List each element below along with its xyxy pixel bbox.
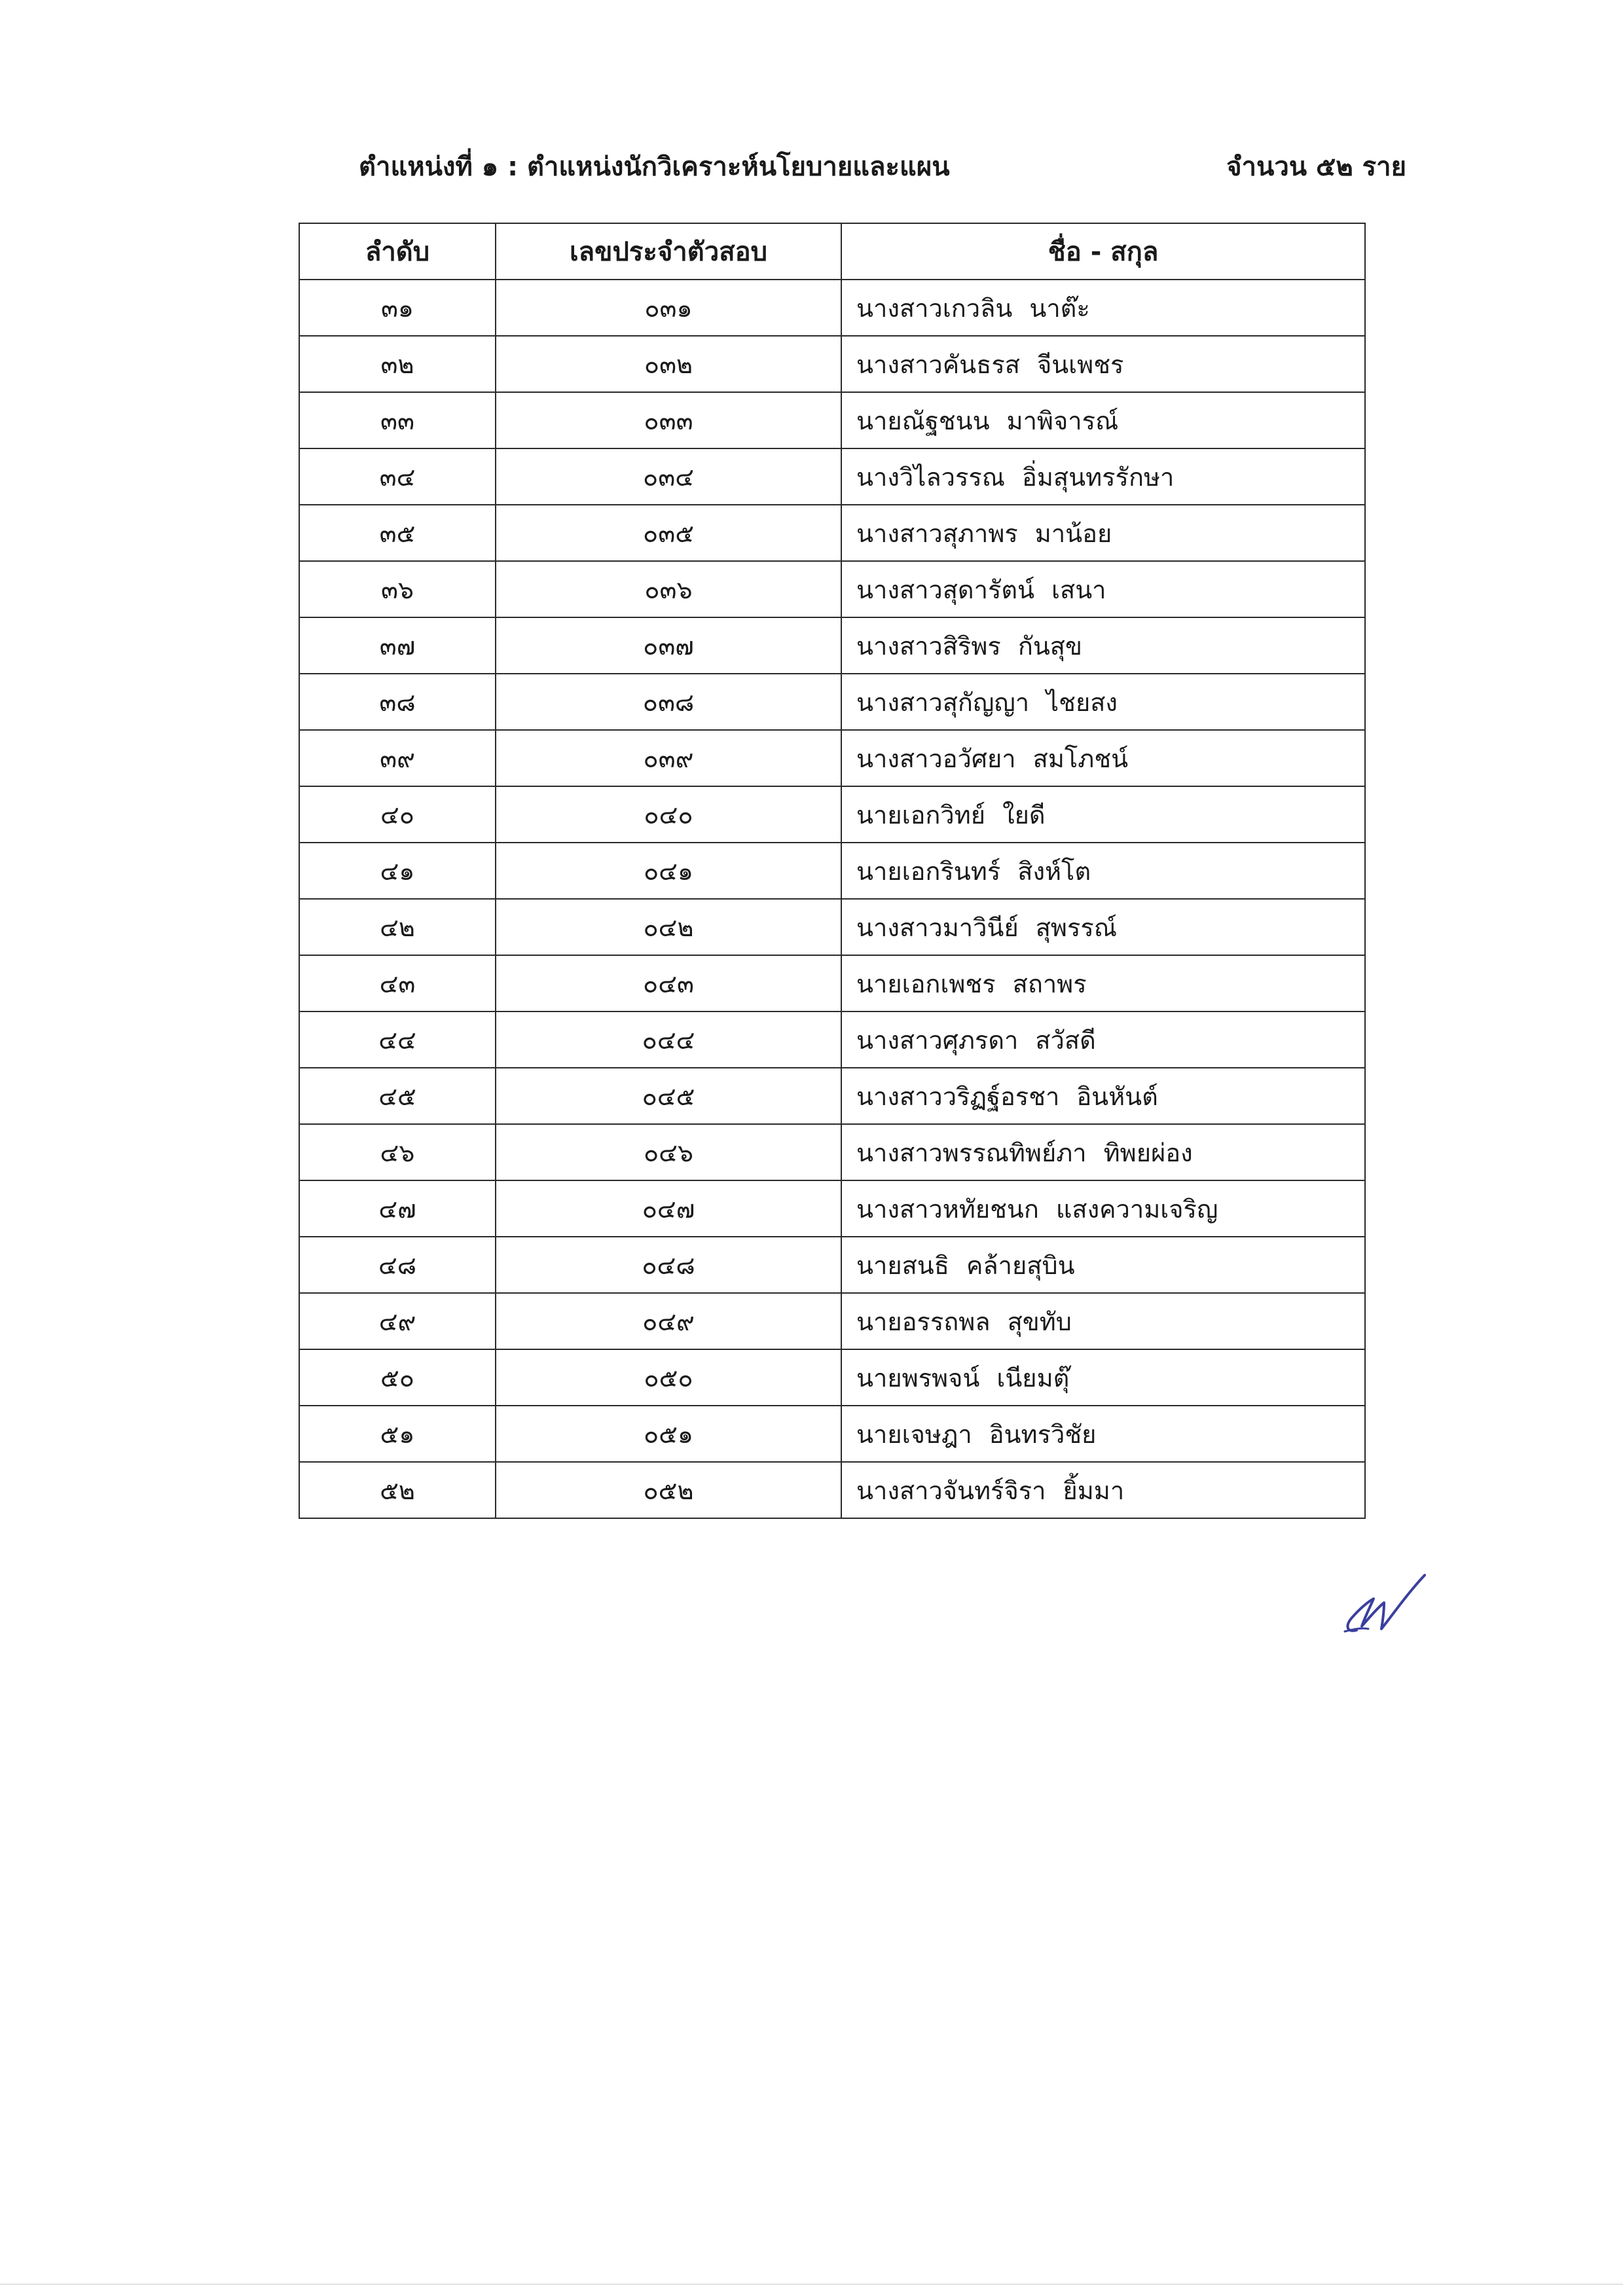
cell-exam-id: ๐๔๖ <box>496 1124 841 1180</box>
table-row <box>299 1462 1365 1518</box>
cell-name <box>841 955 1365 1011</box>
table-row <box>299 899 1365 955</box>
cell-exam-id: ๐๔๑ <box>496 843 841 899</box>
cell-seq: ๕๑ <box>299 1406 496 1462</box>
column-header-name: ชื่อ - สกุล <box>841 223 1365 280</box>
cell-seq: ๓๗ <box>299 617 496 674</box>
cell-exam-id: ๐๓๔ <box>496 448 841 505</box>
table-row <box>299 280 1365 336</box>
cell-exam-id: ๐๕๒ <box>496 1462 841 1518</box>
table-row <box>299 505 1365 561</box>
cell-exam-id: ๐๔๒ <box>496 899 841 955</box>
cell-seq: ๓๒ <box>299 336 496 392</box>
cell-exam-id: ๐๔๙ <box>496 1293 841 1349</box>
first-name: นางสาวสุภาพร <box>856 519 1018 548</box>
first-name: นางสาวสุกัญญา <box>856 687 1030 717</box>
last-name: เนียมตุ๊ <box>996 1363 1070 1393</box>
cell-seq: ๔๐ <box>299 786 496 843</box>
table-row <box>299 955 1365 1011</box>
last-name: ใยดี <box>1002 800 1046 829</box>
cell-name <box>841 1349 1365 1406</box>
cell-name <box>841 674 1365 730</box>
column-header-exam-id: เลขประจำตัวสอบ <box>496 223 841 280</box>
first-name: นางสาวสิริพร <box>856 631 1001 661</box>
cell-name <box>841 899 1365 955</box>
signature-mark <box>1336 1553 1434 1638</box>
last-name: ไชยสง <box>1046 687 1118 717</box>
candidate-count: จำนวน ๕๒ ราย <box>1226 152 1406 182</box>
table-row <box>299 1237 1365 1293</box>
cell-name <box>841 336 1365 392</box>
cell-name <box>841 505 1365 561</box>
cell-exam-id: ๐๓๙ <box>496 730 841 786</box>
table-row <box>299 1406 1365 1462</box>
cell-name <box>841 843 1365 899</box>
cell-exam-id: ๐๔๕ <box>496 1068 841 1124</box>
table-row <box>299 1293 1365 1349</box>
last-name: อินทรวิชัย <box>989 1419 1097 1449</box>
table-row <box>299 1011 1365 1068</box>
cell-exam-id: ๐๓๘ <box>496 674 841 730</box>
cell-name <box>841 1462 1365 1518</box>
first-name: นางสาวสุดารัตน์ <box>856 575 1035 604</box>
cell-exam-id: ๐๔๗ <box>496 1180 841 1237</box>
cell-exam-id: ๐๓๓ <box>496 392 841 448</box>
first-name: นางวิไลวรรณ <box>856 462 1006 492</box>
first-name: นายเอกวิทย์ <box>856 800 986 829</box>
cell-exam-id: ๐๕๑ <box>496 1406 841 1462</box>
cell-seq: ๕๒ <box>299 1462 496 1518</box>
cell-exam-id: ๐๔๘ <box>496 1237 841 1293</box>
table-row <box>299 674 1365 730</box>
cell-exam-id: ๐๔๔ <box>496 1011 841 1068</box>
last-name: สิงห์โต <box>1017 856 1091 886</box>
cell-seq: ๔๖ <box>299 1124 496 1180</box>
last-name: สุขทับ <box>1007 1307 1072 1336</box>
first-name: นางสาวคันธรส <box>856 350 1020 379</box>
cell-name <box>841 1406 1365 1462</box>
last-name: ทิพยผ่อง <box>1103 1138 1193 1167</box>
last-name: สถาพร <box>1012 969 1087 998</box>
cell-name <box>841 617 1365 674</box>
cell-exam-id: ๐๓๕ <box>496 505 841 561</box>
signature-stroke <box>1347 1575 1425 1631</box>
first-name: นางสาวพรรณทิพย์ภา <box>856 1138 1087 1167</box>
candidate-table <box>299 223 1366 1519</box>
table-row <box>299 448 1365 505</box>
page-title: ตำแหน่งที่ ๑ : ตำแหน่งนักวิเคราะห์นโยบายและแผน <box>359 152 950 182</box>
last-name: กันสุข <box>1017 631 1082 661</box>
first-name: นายณัฐชนน <box>856 406 990 435</box>
first-name: นายพรพจน์ <box>856 1363 980 1393</box>
table-row <box>299 1349 1365 1406</box>
last-name: จีนเพชร <box>1036 350 1124 379</box>
cell-exam-id: ๐๔๐ <box>496 786 841 843</box>
table-header-row <box>299 223 1365 280</box>
first-name: นางสาววริฏฐ์อรชา <box>856 1082 1060 1111</box>
table-row <box>299 1068 1365 1124</box>
first-name: นางสาวจันทร์จิรา <box>856 1476 1046 1505</box>
table-row <box>299 392 1365 448</box>
first-name: นางสาวศุภรดา <box>856 1025 1019 1055</box>
cell-seq: ๔๑ <box>299 843 496 899</box>
page-edge-line <box>0 2284 1623 2285</box>
cell-exam-id: ๐๕๐ <box>496 1349 841 1406</box>
table-row <box>299 730 1365 786</box>
cell-seq: ๔๙ <box>299 1293 496 1349</box>
cell-exam-id: ๐๔๓ <box>496 955 841 1011</box>
last-name: แสงความเจริญ <box>1055 1194 1218 1224</box>
table-row <box>299 786 1365 843</box>
cell-seq: ๔๘ <box>299 1237 496 1293</box>
cell-name <box>841 280 1365 336</box>
cell-seq: ๓๖ <box>299 561 496 617</box>
cell-exam-id: ๐๓๑ <box>496 280 841 336</box>
cell-seq: ๓๓ <box>299 392 496 448</box>
first-name: นายเจษฎา <box>856 1419 972 1449</box>
cell-name <box>841 448 1365 505</box>
cell-name <box>841 1180 1365 1237</box>
cell-seq: ๓๕ <box>299 505 496 561</box>
cell-name <box>841 561 1365 617</box>
cell-seq: ๓๘ <box>299 674 496 730</box>
cell-seq: ๔๕ <box>299 1068 496 1124</box>
first-name: นางสาวหทัยชนก <box>856 1194 1039 1224</box>
cell-seq: ๓๑ <box>299 280 496 336</box>
first-name: นางสาวมาวินีย์ <box>856 913 1019 942</box>
last-name: อิ่มสุนทรรักษา <box>1022 462 1175 492</box>
cell-seq: ๔๒ <box>299 899 496 955</box>
last-name: มาพิจารณ์ <box>1006 406 1119 435</box>
last-name: สมโภชน์ <box>1032 744 1129 773</box>
first-name: นายอรรถพล <box>856 1307 991 1336</box>
page-header <box>359 145 1406 191</box>
first-name: นางสาวเกวลิน <box>856 293 1013 323</box>
first-name: นายเอกรินทร์ <box>856 856 1001 886</box>
cell-name <box>841 1237 1365 1293</box>
cell-seq: ๕๐ <box>299 1349 496 1406</box>
table-row <box>299 843 1365 899</box>
cell-name <box>841 1011 1365 1068</box>
last-name: สุพรรณ์ <box>1035 913 1118 942</box>
last-name: อินหันต์ <box>1076 1082 1158 1111</box>
table-row <box>299 336 1365 392</box>
cell-seq: ๔๗ <box>299 1180 496 1237</box>
last-name: เสนา <box>1051 575 1106 604</box>
table-row <box>299 617 1365 674</box>
first-name: นายเอกเพชร <box>856 969 996 998</box>
first-name: นายสนธิ <box>856 1250 949 1280</box>
cell-name <box>841 392 1365 448</box>
last-name: สวัสดี <box>1035 1025 1096 1055</box>
cell-name <box>841 730 1365 786</box>
cell-exam-id: ๐๓๗ <box>496 617 841 674</box>
cell-name <box>841 786 1365 843</box>
last-name: ยิ้มมา <box>1063 1476 1125 1505</box>
table-row <box>299 561 1365 617</box>
cell-seq: ๔๔ <box>299 1011 496 1068</box>
cell-seq: ๓๙ <box>299 730 496 786</box>
cell-name <box>841 1124 1365 1180</box>
cell-name <box>841 1293 1365 1349</box>
last-name: มาน้อย <box>1034 519 1112 548</box>
last-name: นาต๊ะ <box>1029 293 1090 323</box>
table-row <box>299 1124 1365 1180</box>
last-name: คล้ายสุบิน <box>966 1250 1075 1280</box>
cell-exam-id: ๐๓๒ <box>496 336 841 392</box>
table-row <box>299 1180 1365 1237</box>
cell-exam-id: ๐๓๖ <box>496 561 841 617</box>
column-header-seq: ลำดับ <box>299 223 496 280</box>
table-body <box>299 280 1365 1518</box>
cell-name <box>841 1068 1365 1124</box>
first-name: นางสาวอวัศยา <box>856 744 1016 773</box>
cell-seq: ๔๓ <box>299 955 496 1011</box>
cell-seq: ๓๔ <box>299 448 496 505</box>
